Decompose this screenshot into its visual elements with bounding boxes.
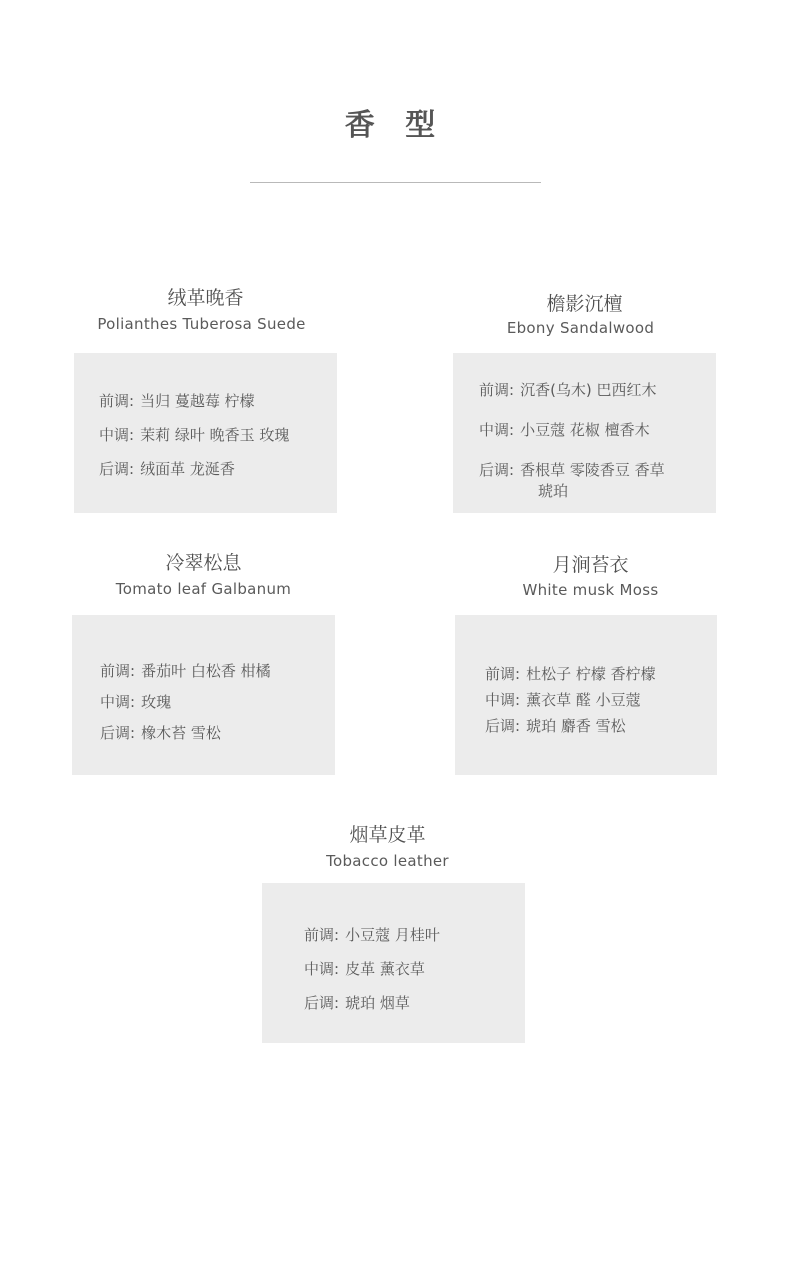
middle-notes-label: 中调:: [479, 421, 515, 439]
base-notes-value: 琥珀 麝香 雪松: [526, 717, 626, 735]
page-title: 香 型: [344, 108, 446, 143]
base-notes-label: 后调:: [479, 461, 515, 479]
top-notes-value: 小豆蔻 月桂叶: [345, 926, 440, 944]
title-divider: [250, 182, 541, 183]
middle-notes: [304, 958, 425, 979]
middle-notes-label: 中调:: [100, 693, 136, 711]
scent-english-name: Tomato leaf Galbanum: [115, 580, 292, 598]
notes-box: [74, 353, 337, 513]
middle-notes-value: 茉莉 绿叶 晚香玉 玫瑰: [140, 426, 290, 444]
middle-notes: [485, 689, 641, 710]
top-notes-label: 前调:: [479, 381, 515, 399]
base-notes-continued: 琥珀: [538, 482, 569, 500]
middle-notes-value: 薰衣草 醛 小豆蔻: [526, 691, 641, 709]
middle-notes: [100, 691, 171, 712]
base-notes: [304, 992, 410, 1013]
scent-english-name: Tobacco leather: [326, 852, 449, 870]
top-notes: [100, 660, 271, 681]
base-notes-label: 后调:: [485, 717, 521, 735]
top-notes: [479, 379, 657, 400]
scent-name: 绒革晚香: [167, 287, 244, 309]
scent-english-name: Ebony Sandalwood: [506, 319, 655, 337]
base-notes-value: 橡木苔 雪松: [141, 724, 221, 742]
top-notes-label: 前调:: [304, 926, 340, 944]
base-notes-label: 后调:: [99, 460, 135, 478]
middle-notes: [479, 419, 650, 440]
top-notes-label: 前调:: [100, 662, 136, 680]
notes-box: [455, 615, 717, 775]
top-notes: [304, 924, 440, 945]
notes-box: [262, 883, 525, 1043]
notes-box: [453, 353, 716, 513]
top-notes-value: 当归 蔓越莓 柠檬: [140, 392, 255, 410]
base-notes: [485, 715, 626, 736]
top-notes-value: 沉香(乌木) 巴西红木: [520, 381, 657, 399]
base-notes: [99, 458, 235, 479]
base-notes-value: 香根草 零陵香豆 香草: [520, 461, 665, 479]
base-notes-label: 后调:: [304, 994, 340, 1012]
top-notes-value: 杜松子 柠檬 香柠檬: [526, 665, 656, 683]
middle-notes-value: 小豆蔻 花椒 檀香木: [520, 421, 650, 439]
scent-english-name: White musk Moss: [522, 581, 659, 599]
base-notes-value: 绒面革 龙涎香: [140, 460, 235, 478]
top-notes-label: 前调:: [99, 392, 135, 410]
top-notes-value: 番茄叶 白松香 柑橘: [141, 662, 271, 680]
top-notes: [99, 390, 255, 411]
base-notes-value: 琥珀 烟草: [345, 994, 410, 1012]
top-notes-label: 前调:: [485, 665, 521, 683]
scent-name: 烟草皮革: [349, 824, 426, 846]
middle-notes-label: 中调:: [304, 960, 340, 978]
top-notes: [485, 663, 656, 684]
middle-notes-label: 中调:: [99, 426, 135, 444]
middle-notes: [99, 424, 289, 445]
scent-name: 冷翠松息: [165, 552, 242, 574]
notes-box: [72, 615, 335, 775]
scent-english-name: Polianthes Tuberosa Suede: [97, 315, 306, 333]
middle-notes-label: 中调:: [485, 691, 521, 709]
base-notes: [100, 722, 221, 743]
base-notes: [479, 459, 665, 480]
scent-name: 檐影沉檀: [546, 293, 623, 315]
scent-name: 月涧苔衣: [552, 554, 629, 576]
middle-notes-value: 玫瑰: [141, 693, 172, 711]
base-notes-label: 后调:: [100, 724, 136, 742]
middle-notes-value: 皮革 薰衣草: [345, 960, 425, 978]
